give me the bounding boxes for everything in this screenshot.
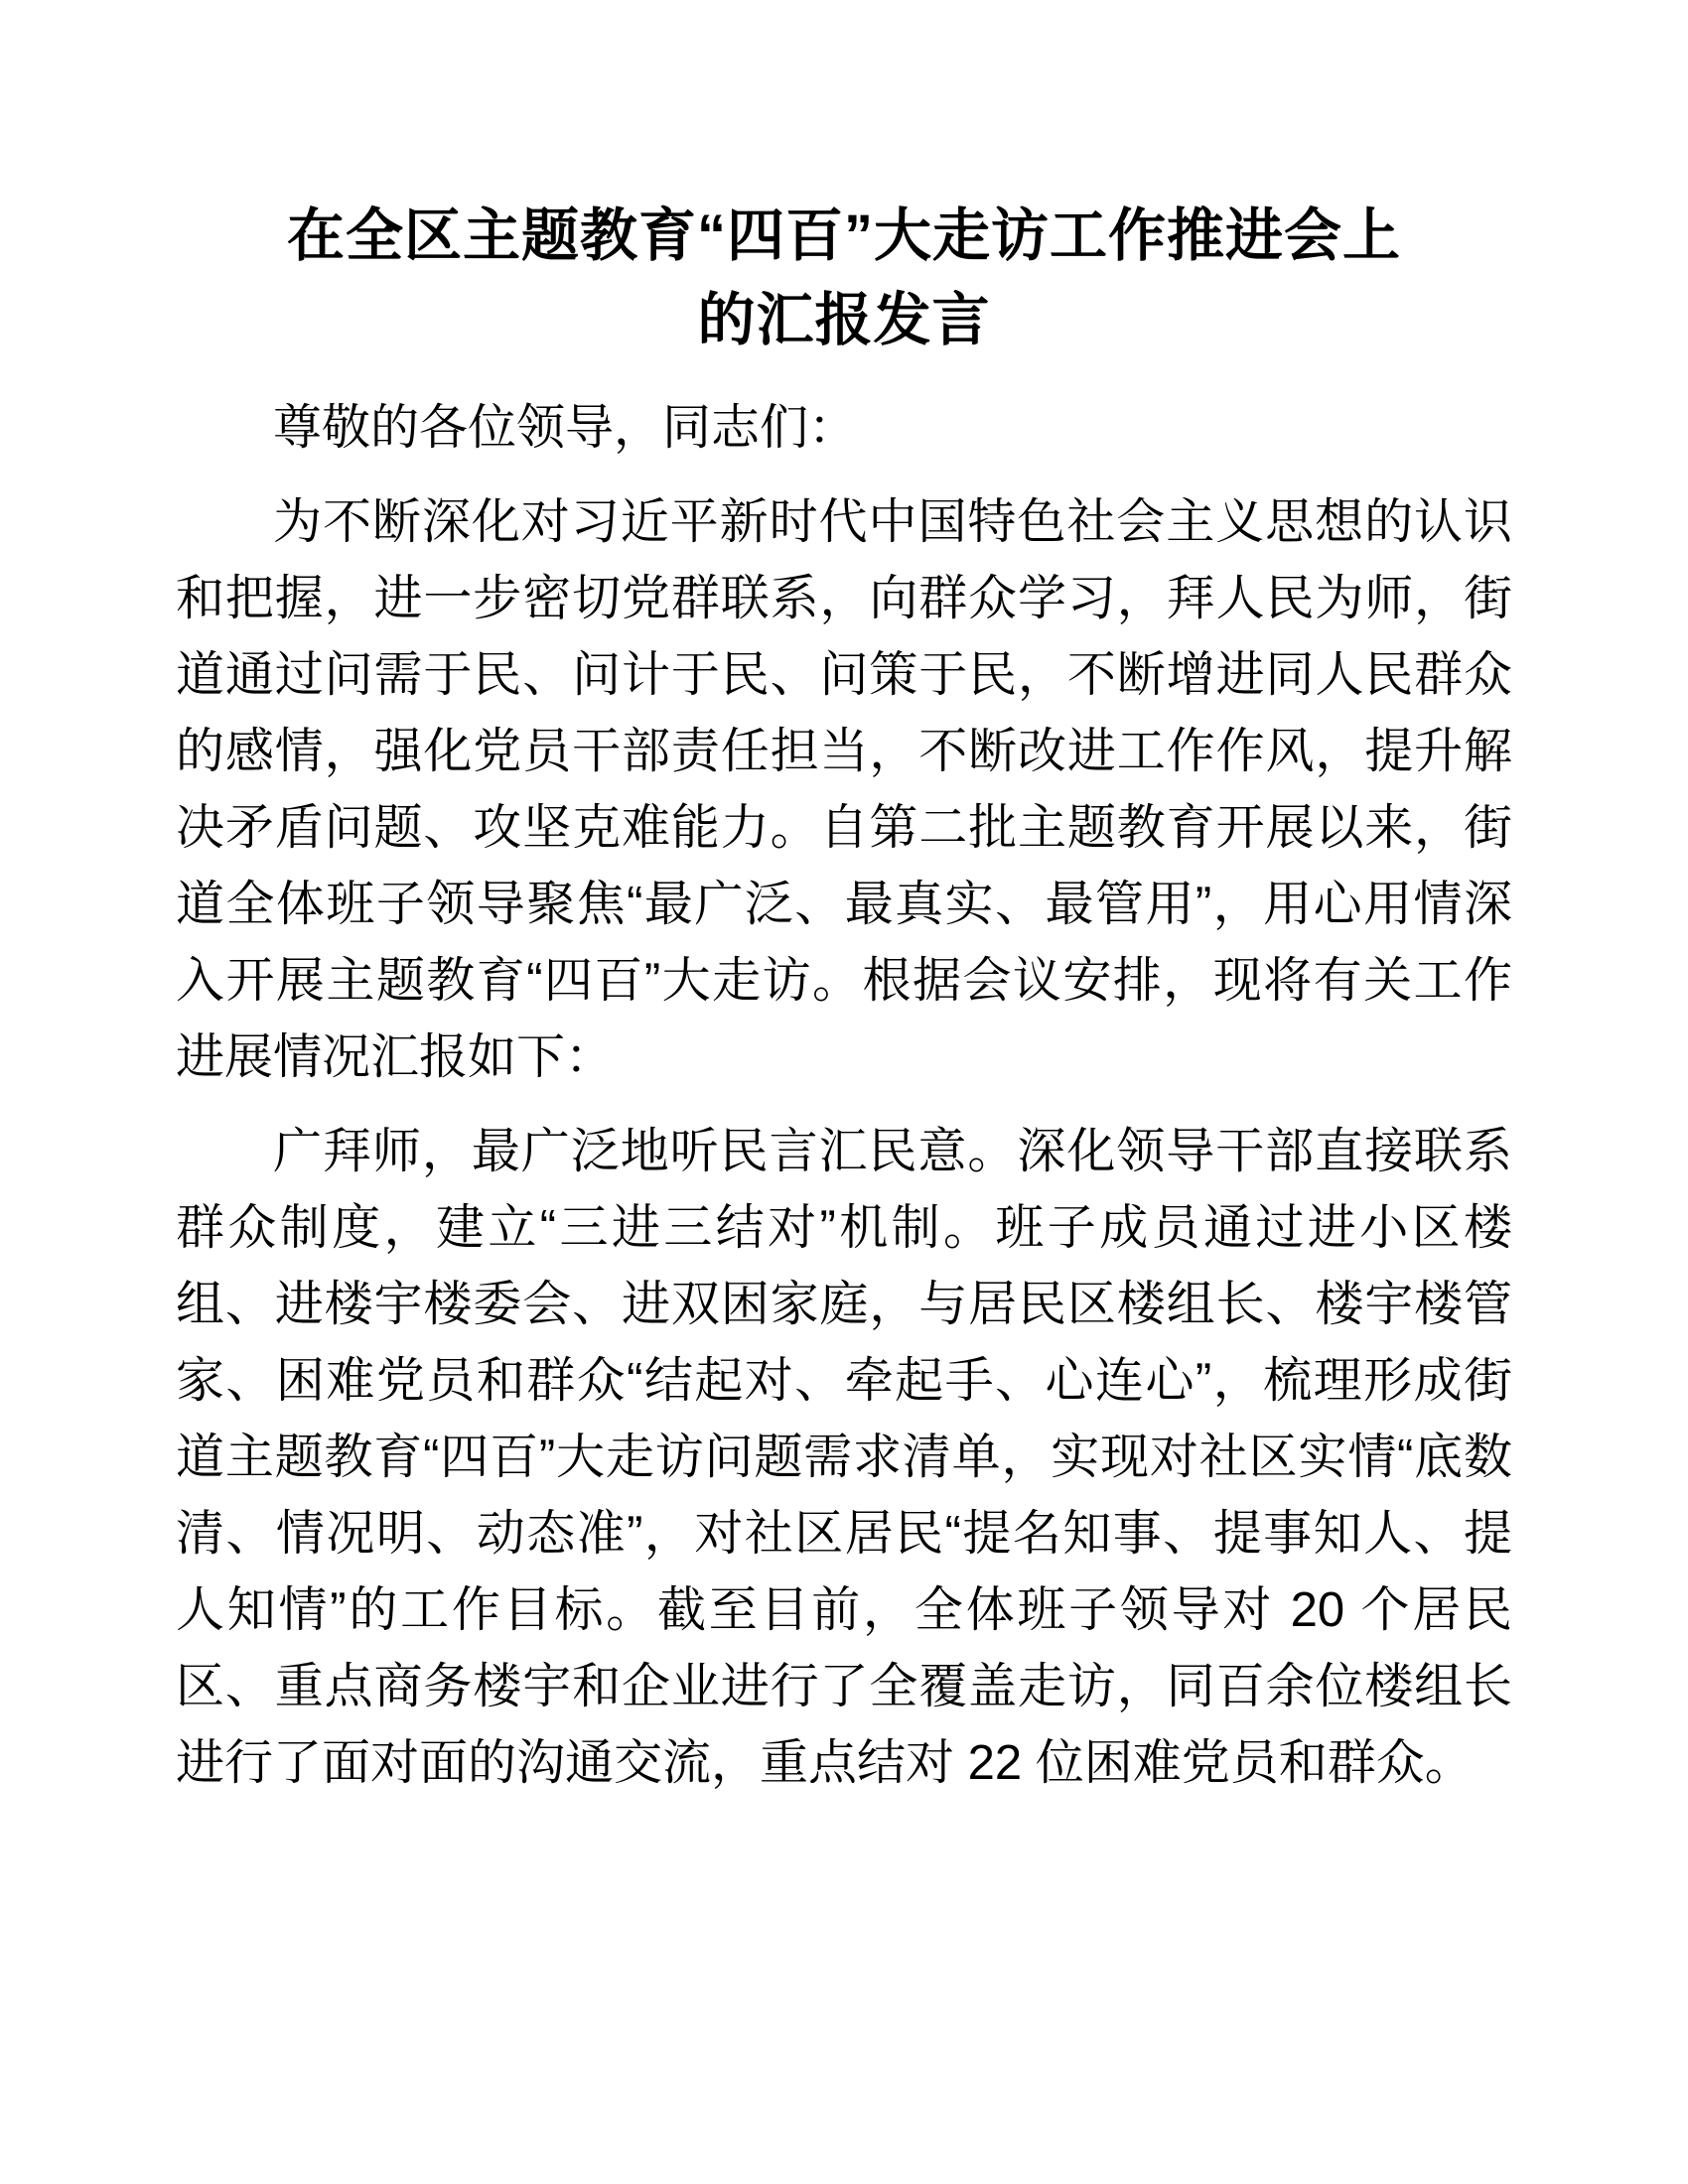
page-title-line-2: 的汇报发言 xyxy=(697,288,991,352)
paragraph-2: 广拜师，最广泛地听民言汇民意。深化领导干部直接联系群众制度，建立“三进三结对”机制。班子成员通过进小区楼组、进楼宇楼委会、进双困家庭，与居民区楼组长、楼宇楼管家、困难党员和群众“结起对、牵起手、心连心”，梳理形成街道主题教育“四百”大走访问题需求清单，实现对社区实情“底数清、情况明、动态准”，对社区居民“提名知事、提事知人、提人知情”的工作目标。截至目前，全体班子领导对 20 个居民区、重点商务楼宇和企业进行了全覆盖走访，同百余位楼组长进行了面对面的沟通交流，重点结对 22 位困难党员和群众。 xyxy=(176,1125,1512,1790)
document-body xyxy=(176,390,1512,1802)
page-title-line-1: 在全区主题教育“四百”大走访工作推进会上 xyxy=(286,204,1401,268)
page-title xyxy=(176,194,1512,362)
salutation: 尊敬的各位领导，同志们： xyxy=(273,401,858,455)
paragraph-1: 为不断深化对习近平新时代中国特色社会主义思想的认识和把握，进一步密切党群联系，向群众学习，拜人民为师，街道通过问需于民、问计于民、问策于民，不断增进同人民群众的感情，强化党员干部责任担当，不断改进工作作风，提升解决矛盾问题、攻坚克难能力。自第二批主题教育开展以来，街道全体班子领导聚焦“最广泛、最真实、最管用”，用心用情深入开展主题教育“四百”大走访。根据会议安排，现将有关工作进展情况汇报如下： xyxy=(176,495,1512,1084)
document-content xyxy=(176,194,1512,1802)
